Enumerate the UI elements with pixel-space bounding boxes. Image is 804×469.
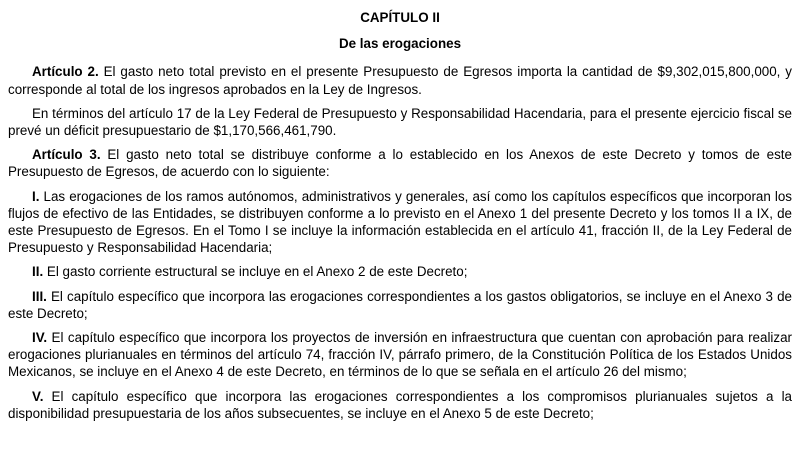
fraction-ii xyxy=(8,263,792,280)
fraction-label: I. xyxy=(32,188,40,204)
paragraph-text: El gasto neto total se distribuye conforme a lo establecido en los Anexos de este Decreto y tomos de este Presupuesto de Egresos, de acuerdo con lo siguiente: xyxy=(8,147,792,180)
fraction-text: Las erogaciones de los ramos autónomos, administrativos y generales, así como los capítulos específicos que incorporan los flujos de efectivo de las Entidades, se distribuyen conforme a lo previsto en el Anexo 1 del presente Decreto y los tomos II a IX, de este Presupuesto de Egresos. En el Tomo I se incluye la información establecida en el artículo 41, fracción II, de la Ley Federal de Presupuesto y Responsabilidad Hacendaria; xyxy=(8,188,792,256)
paragraph-label: Artículo 2. xyxy=(32,64,99,80)
paragraph-label: Artículo 3. xyxy=(32,147,101,163)
paragraph-deficit xyxy=(8,105,792,139)
fraction-label: IV. xyxy=(32,330,48,346)
paragraph-articulo-3 xyxy=(8,146,792,180)
chapter-subtitle: De las erogaciones xyxy=(338,36,462,52)
paragraph-articulo-2 xyxy=(8,63,792,97)
fraction-text: El capítulo específico que incorpora las erogaciones correspondientes a los compromisos plurianuales sujetos a la disponibilidad presupuestaria de los años subsecuentes, se incluye en el Anexo 5 de este Decreto; xyxy=(8,388,792,421)
fraction-label: V. xyxy=(32,388,44,404)
fraction-iv xyxy=(8,329,792,381)
fraction-i xyxy=(8,188,792,257)
chapter-title: CAPÍTULO II xyxy=(360,10,440,25)
paragraph-text: En términos del artículo 17 de la Ley Federal de Presupuesto y Responsabilidad Hacendaria, para el presente ejercicio fiscal se prevé un déficit presupuestario de $1,170,566,461,790. xyxy=(8,105,792,139)
fraction-text: El gasto corriente estructural se incluye en el Anexo 2 de este Decreto; xyxy=(43,264,468,280)
paragraph-text: El gasto neto total previsto en el presente Presupuesto de Egresos importa la cantidad de $9,302,015,800,000, y corresponde al total de los ingresos aprobados en la Ley de Ingresos. xyxy=(8,64,793,97)
fraction-label: III. xyxy=(32,288,47,304)
fraction-iii xyxy=(8,288,792,322)
fraction-label: II. xyxy=(32,264,44,280)
fraction-text: El capítulo específico que incorpora las erogaciones correspondientes a los gastos obligatorios, se incluye en el Anexo 3 de este Decreto; xyxy=(8,288,792,321)
fraction-text: El capítulo específico que incorpora los proyectos de inversión en infraestructura que cuentan con aprobación para realizar erogaciones plurianuales en términos del artículo 74, fracción IV, párrafo primero, de la Constitución Política de los Estados Unidos Mexicanos, se incluye en el Anexo 4 de este Decreto, en términos de lo que se señala en el artículo 26 del mismo; xyxy=(8,330,792,380)
fraction-v xyxy=(8,388,792,422)
